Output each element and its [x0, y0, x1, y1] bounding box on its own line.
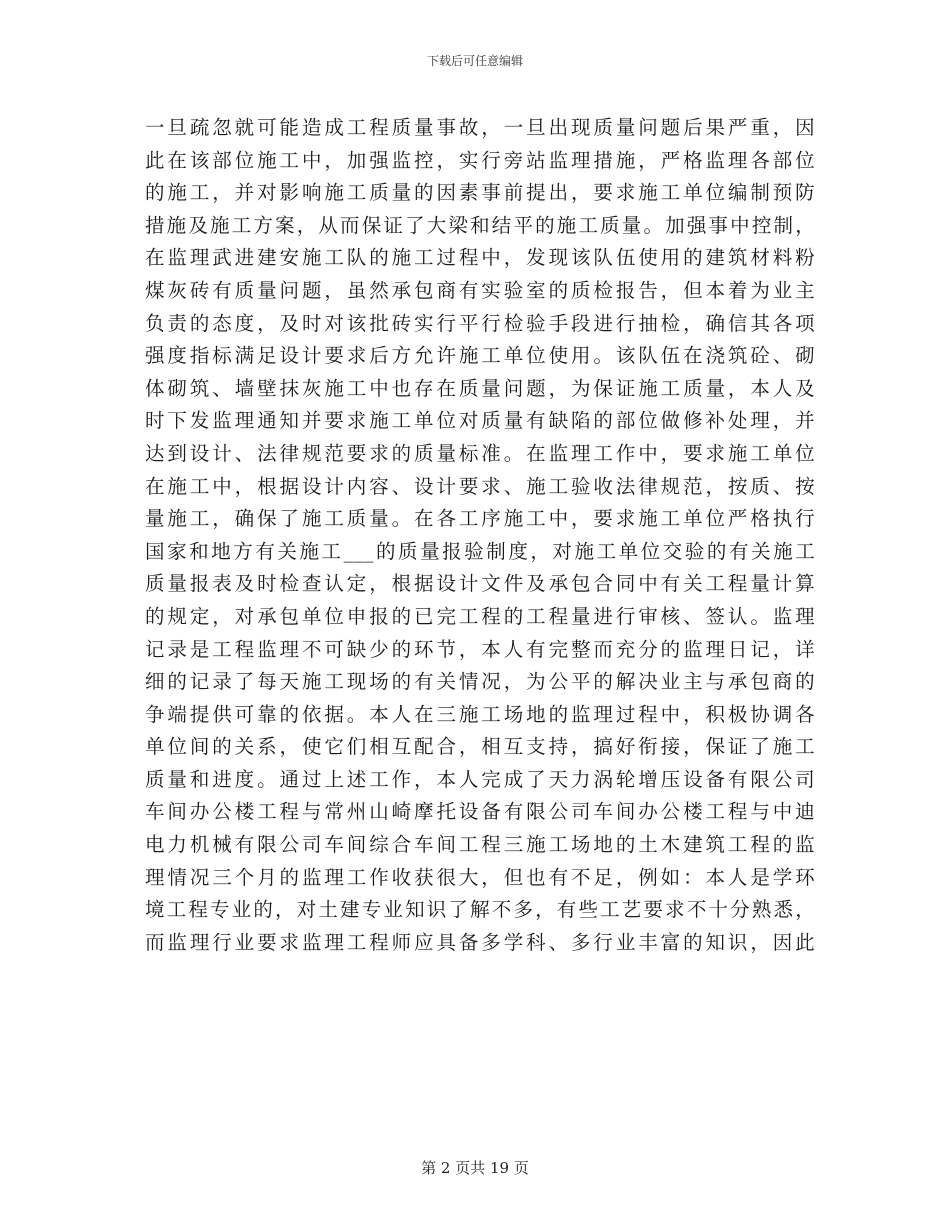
text-line: 达到设计、法律规范要求的质量标准。在监理工作中，要求施工单位 — [145, 441, 815, 465]
text-line: 境工程专业的，对土建专业知识了解不多，有些工艺要求不十分熟悉， — [145, 898, 815, 922]
page-header: 下载后可任意编辑 — [426, 54, 523, 68]
text-line: 细的记录了每天施工现场的有关情况，为公平的解决业主与承包商的 — [145, 670, 815, 694]
text-line: 强度指标满足设计要求后方允许施工单位使用。该队伍在浇筑砼、砌 — [145, 344, 815, 368]
text-line: 量施工，确保了施工质量。在各工序施工中，要求施工单位严格执行 — [145, 507, 815, 531]
text-line: 此在该部位施工中，加强监控，实行旁站监理措施，严格监理各部位 — [145, 148, 815, 172]
text-line: 的施工，并对影响施工质量的因素事前提出，要求施工单位编制预防 — [145, 181, 815, 205]
text-line: 而监理行业要求监理工程师应具备多学科、多行业丰富的知识，因此 — [145, 930, 815, 954]
text-line: 负责的态度，及时对该批砖实行平行检验手段进行抽检，确信其各项 — [145, 311, 815, 335]
text-line: 理情况三个月的监理工作收获很大，但也有不足，例如：本人是学环 — [145, 865, 815, 889]
text-line: 国家和地方有关施工___的质量报验制度，对施工单位交验的有关施工 — [145, 539, 815, 563]
text-line: 时下发监理通知并要求施工单位对质量有缺陷的部位做修补处理，并 — [145, 409, 815, 433]
page-footer: 第 2 页共 19 页 — [421, 1159, 529, 1177]
text-line: 质量和进度。通过上述工作，本人完成了天力涡轮增压设备有限公司 — [145, 767, 815, 791]
text-line: 在施工中，根据设计内容、设计要求、施工验收法律规范，按质、按 — [145, 474, 815, 498]
text-line: 煤灰砖有质量问题，虽然承包商有实验室的质检报告，但本着为业主 — [145, 278, 815, 302]
text-line: 体砌筑、墙壁抹灰施工中也存在质量问题，为保证施工质量，本人及 — [145, 376, 815, 400]
text-line: 电力机械有限公司车间综合车间工程三施工场地的土木建筑工程的监 — [145, 833, 815, 857]
text-line: 一旦疏忽就可能造成工程质量事故，一旦出现质量问题后果严重，因 — [145, 116, 815, 139]
document-body — [145, 112, 815, 959]
text-line: 在监理武进建安施工队的施工过程中，发现该队伍使用的建筑材料粉 — [145, 246, 815, 270]
text-line: 措施及施工方案，从而保证了大梁和结平的施工质量。加强事中控制， — [145, 213, 815, 237]
text-line: 的规定，对承包单位申报的已完工程的工程量进行审核、签认。监理 — [145, 604, 815, 628]
text-line: 争端提供可靠的依据。本人在三施工场地的监理过程中，积极协调各 — [145, 702, 815, 726]
text-line: 单位间的关系，使它们相互配合，相互支持，搞好衔接，保证了施工 — [145, 735, 815, 759]
text-line: 质量报表及时检查认定，根据设计文件及承包合同中有关工程量计算 — [145, 572, 815, 596]
text-line: 车间办公楼工程与常州山崎摩托设备有限公司车间办公楼工程与中迪 — [145, 800, 815, 824]
text-line: 记录是工程监理不可缺少的环节，本人有完整而充分的监理日记，详 — [145, 637, 815, 661]
